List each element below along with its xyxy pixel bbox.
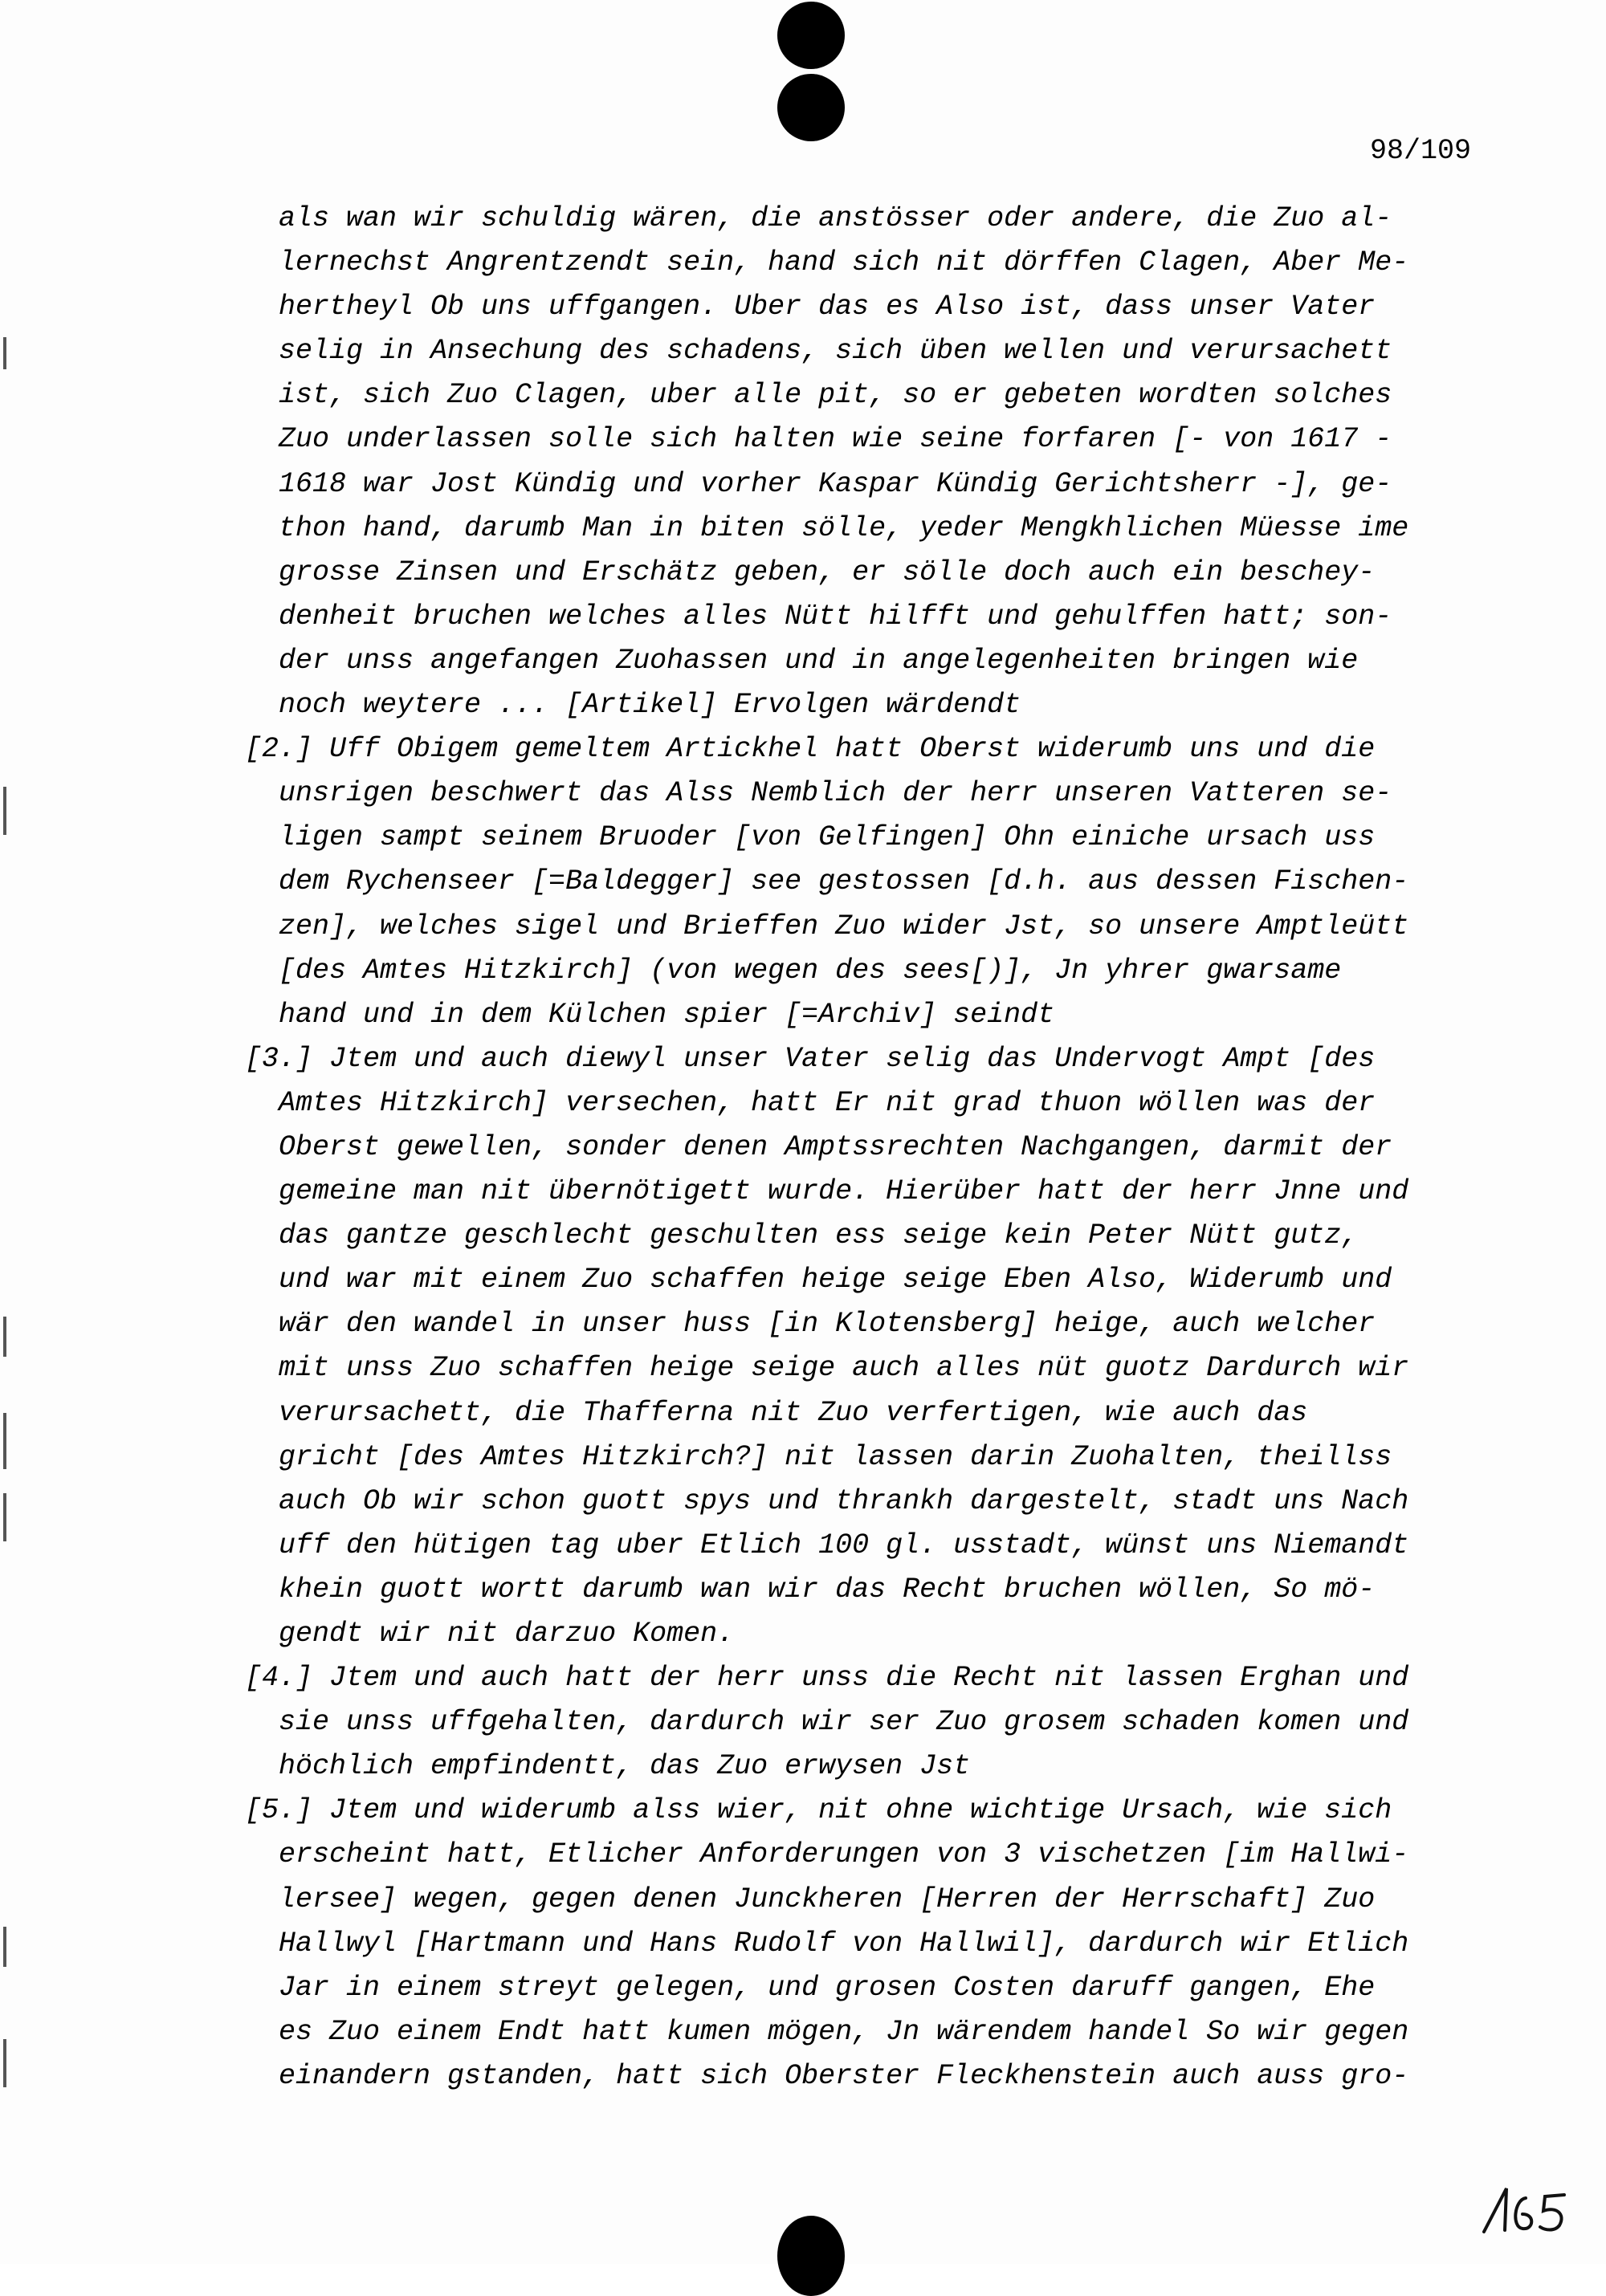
text-line: verursachett, die Thafferna nit Zuo verfertigen, wie auch das [245,1396,1308,1429]
text-line: noch weytere ... [Artikel] Ervolgen wärdendt [245,689,1021,722]
body-text [245,197,1498,2099]
text-line: als wan wir schuldig wären, die anstösser oder andere, die Zuo al- [245,202,1392,234]
text-line: uff den hütigen tag uber Etlich 100 gl. usstadt, wünst uns Niemandt [245,1529,1409,1561]
text-line: dem Rychenseer [=Baldegger] see gestossen [d.h. aus dessen Fischen- [245,865,1409,898]
punch-hole-top [777,2,845,69]
text-line: es Zuo einem Endt hatt kumen mögen, Jn wärendem handel So wir gegen [245,2015,1409,2048]
text-line: grosse Zinsen und Erschätz geben, er sölle doch auch ein beschey- [245,556,1376,588]
text-line: unsrigen beschwert das Alss Nemblich der herr unseren Vatteren se- [245,777,1392,810]
text-line: auch Ob wir schon guott spys und thrankh dargestelt, stadt uns Nach [245,1484,1409,1517]
text-line: höchlich empfindentt, das Zuo erwysen Jst [245,1750,971,1783]
text-line: selig in Ansechung des schadens, sich üben wellen und verursachett [245,335,1392,368]
text-line: einandern gstanden, hatt sich Oberster Fleckhenstein auch auss gro- [245,2059,1409,2092]
text-line: thon hand, darumb Man in biten sölle, yeder Mengkhlichen Müesse ime [245,511,1409,544]
text-line: gendt wir nit darzuo Komen. [245,1618,735,1650]
text-line: Jar in einem streyt gelegen, und grosen Costen daruff gangen, Ehe [245,1971,1376,2004]
text-line: Oberst gewellen, sonder denen Amptssrechten Nachgangen, darmit der [245,1130,1392,1163]
text-line: gemeine man nit übernötigett wurde. Hierüber hatt der herr Jnne und [245,1175,1409,1208]
handwritten-folio-number [1476,2182,1580,2238]
text-line: das gantze geschlecht geschulten ess seige kein Peter Nütt gutz, [245,1219,1359,1252]
punch-hole-bottom [777,2216,845,2296]
text-line: [4.] Jtem und auch hatt der herr unss die Recht nit lassen Erghan und [245,1662,1409,1695]
text-line: Amtes Hitzkirch] versechen, hatt Er nit grad thuon wöllen was der [245,1086,1376,1119]
text-line: khein guott wortt darumb wan wir das Recht bruchen wöllen, So mö- [245,1573,1376,1606]
text-line: Hallwyl [Hartmann und Hans Rudolf von Hallwil], dardurch wir Etlich [245,1927,1409,1960]
text-line: zen], welches sigel und Brieffen Zuo wider Jst, so unsere Amptleütt [245,910,1409,942]
text-line: ist, sich Zuo Clagen, uber alle pit, so er gebeten wordten solches [245,379,1392,412]
text-line: [5.] Jtem und widerumb alss wier, nit ohne wichtige Ursach, wie sich [245,1794,1392,1827]
text-line: 1618 war Jost Kündig und vorher Kaspar Kündig Gerichtsherr -], ge- [245,467,1392,500]
text-line: hand und in dem Külchen spier [=Archiv] seindt [245,998,1055,1031]
text-line: lernechst Angrentzendt sein, hand sich nit dörffen Clagen, Aber Me- [245,246,1409,279]
scan-edge-marks [0,0,14,2264]
text-line: und war mit einem Zuo schaffen heige seige Eben Also, Widerumb und [245,1264,1392,1297]
text-line: hertheyl Ob uns uffgangen. Uber das es Also ist, dass unser Vater [245,291,1376,324]
text-line: der unss angefangen Zuohassen und in angelegenheiten bringen wie [245,644,1359,677]
text-line: [3.] Jtem und auch diewyl unser Vater selig das Undervogt Ampt [des [245,1042,1376,1075]
text-line: erscheint hatt, Etlicher Anforderungen von 3 vischetzen [im Hallwi- [245,1838,1409,1871]
text-line: wär den wandel in unser huss [in Klotensberg] heige, auch welcher [245,1308,1376,1341]
text-line: [des Amtes Hitzkirch] (von wegen des sees[)], Jn yhrer gwarsame [245,954,1342,987]
text-line: denheit bruchen welches alles Nütt hilfft und gehulffen hatt; son- [245,600,1392,633]
text-line: [2.] Uff Obigem gemeltem Artickhel hatt Oberst widerumb uns und die [245,733,1376,766]
text-line: Zuo underlassen solle sich halten wie seine forfaren [- von 1617 - [245,423,1392,456]
text-line: gricht [des Amtes Hitzkirch?] nit lassen darin Zuohalten, theillss [245,1440,1392,1473]
punch-hole-second [777,74,845,141]
text-line: sie unss uffgehalten, dardurch wir ser Zuo grosem schaden komen und [245,1706,1409,1739]
text-line: mit unss Zuo schaffen heige seige auch alles nüt guotz Dardurch wir [245,1352,1409,1385]
text-line: lersee] wegen, gegen denen Junckheren [Herren der Herrschaft] Zuo [245,1883,1376,1915]
text-line: ligen sampt seinem Bruoder [von Gelfingen] Ohn einiche ursach uss [245,821,1376,854]
page-number: 98/109 [1369,135,1471,167]
